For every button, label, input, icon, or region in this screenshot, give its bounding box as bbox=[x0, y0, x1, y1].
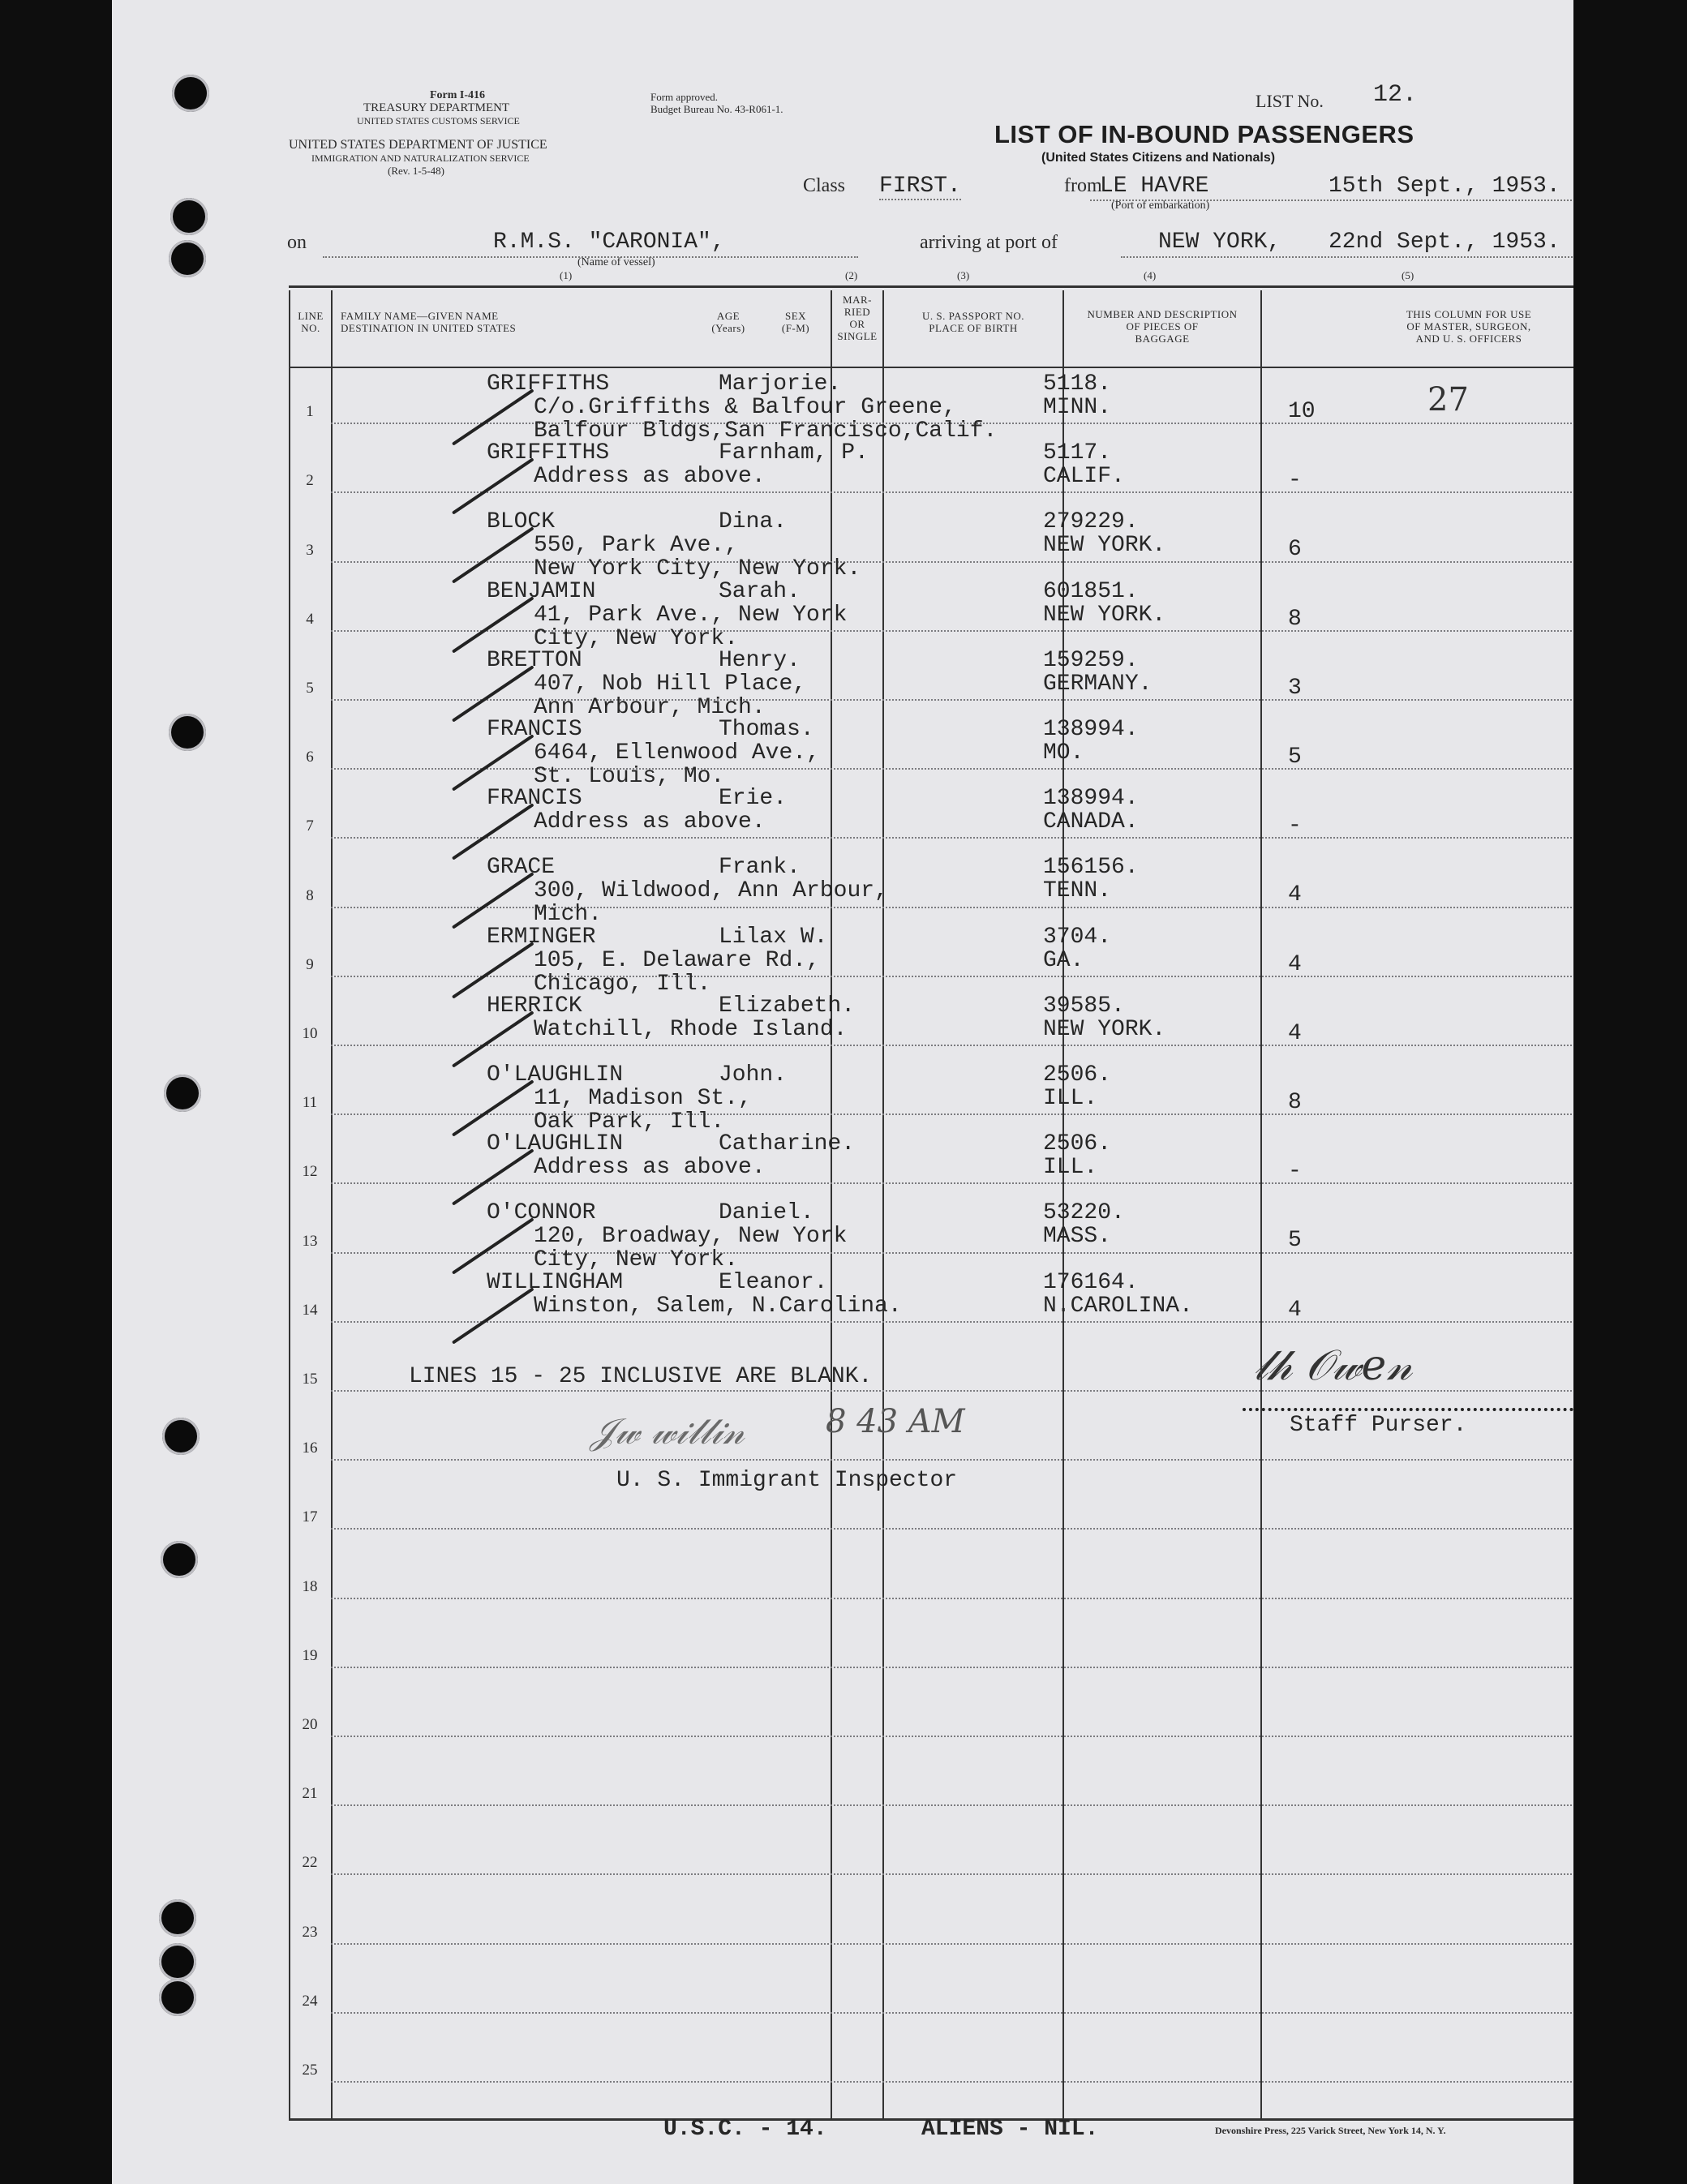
birthplace: NEW YORK. bbox=[1043, 602, 1166, 628]
destination-address: 6464, Ellenwood Ave., bbox=[534, 740, 820, 766]
arrival-dotted-line bbox=[1121, 256, 1573, 258]
row-divider bbox=[331, 1598, 1573, 1599]
purser-signature-line bbox=[1243, 1408, 1573, 1411]
blank-lines-note: LINES 15 - 25 INCLUSIVE ARE BLANK. bbox=[409, 1364, 873, 1389]
line-number: 14 bbox=[302, 1301, 318, 1319]
check-tick-mark bbox=[452, 873, 534, 929]
purser-signature: 𝓁𝒽 𝒪𝓌𝑒𝓃 bbox=[1254, 1341, 1413, 1390]
column-border bbox=[289, 290, 290, 2119]
birthplace: GA. bbox=[1043, 947, 1084, 973]
birthplace: TENN. bbox=[1043, 878, 1112, 904]
row-divider bbox=[331, 1736, 1573, 1737]
header-passport: U. S. PASSPORT NO. PLACE OF BIRTH bbox=[922, 310, 1024, 334]
form-approved: Form approved. bbox=[650, 91, 719, 103]
punch-hole bbox=[161, 1541, 198, 1578]
line-number: 12 bbox=[302, 1163, 318, 1181]
row-divider bbox=[331, 630, 1573, 632]
given-name: Marjorie. bbox=[719, 371, 842, 397]
embarkation-port: LE HAVRE bbox=[1100, 174, 1209, 199]
footer-aliens: ALIENS - NIL. bbox=[921, 2117, 1099, 2142]
table-top-border bbox=[289, 285, 1573, 288]
column-border bbox=[882, 290, 884, 2119]
given-name: Farnham, P. bbox=[719, 440, 869, 466]
birthplace: CANADA. bbox=[1043, 809, 1139, 835]
family-name: BRETTON bbox=[487, 647, 582, 673]
passport-number: 2506. bbox=[1043, 1062, 1112, 1088]
family-name: FRANCIS bbox=[487, 717, 582, 742]
row-divider bbox=[331, 1459, 1573, 1461]
header-married: MAR- RIED OR SINGLE bbox=[837, 294, 878, 342]
form-number: Form I-416 bbox=[430, 89, 486, 101]
destination-address: Address as above. bbox=[534, 464, 766, 490]
line-number: 9 bbox=[306, 955, 314, 973]
line-number: 3 bbox=[306, 541, 314, 559]
column-number-5: (5) bbox=[1402, 269, 1414, 281]
header-age: AGE (Years) bbox=[711, 310, 745, 334]
destination-address: 41, Park Ave., New York bbox=[534, 602, 848, 628]
punch-hole bbox=[169, 240, 206, 277]
header-family-name: FAMILY NAME—GIVEN NAME DESTINATION IN UNITED STATES bbox=[341, 310, 517, 334]
destination-address: Address as above. bbox=[534, 1155, 766, 1181]
baggage-count: - bbox=[1288, 1159, 1302, 1185]
given-name: Dina. bbox=[719, 509, 788, 535]
destination-address: Watchill, Rhode Island. bbox=[534, 1016, 848, 1042]
table-header-border bbox=[289, 367, 1573, 368]
passport-number: 53220. bbox=[1043, 1200, 1125, 1226]
baggage-count: 4 bbox=[1288, 951, 1302, 977]
given-name: Frank. bbox=[719, 855, 801, 881]
treasury-department: TREASURY DEPARTMENT bbox=[363, 101, 510, 114]
baggage-count: - bbox=[1288, 468, 1302, 494]
destination-address: 407, Nob Hill Place, bbox=[534, 671, 807, 697]
baggage-count: 5 bbox=[1288, 1228, 1302, 1254]
row-divider bbox=[331, 1252, 1573, 1254]
line-number: 17 bbox=[302, 1508, 318, 1526]
birthplace: GERMANY. bbox=[1043, 671, 1153, 697]
line-number: 21 bbox=[302, 1785, 318, 1803]
row-divider bbox=[331, 1804, 1573, 1806]
row-divider bbox=[331, 1113, 1573, 1115]
passport-number: 138994. bbox=[1043, 717, 1139, 742]
line-number: 15 bbox=[302, 1371, 318, 1388]
budget-bureau: Budget Bureau No. 43-R061-1. bbox=[650, 103, 783, 115]
line-number: 5 bbox=[306, 680, 314, 697]
row-divider bbox=[331, 907, 1573, 908]
line-number: 2 bbox=[306, 472, 314, 490]
form-revision: (Rev. 1-5-48) bbox=[388, 165, 444, 177]
line-number: 8 bbox=[306, 886, 314, 904]
punch-hole bbox=[170, 198, 208, 235]
destination-address: Chicago, Ill. bbox=[534, 971, 711, 997]
passport-number: 2506. bbox=[1043, 1131, 1112, 1157]
row-divider bbox=[331, 768, 1573, 770]
destination-address: City, New York. bbox=[534, 1247, 739, 1273]
manifest-sheet bbox=[112, 0, 1573, 2184]
line-number: 19 bbox=[302, 1646, 318, 1664]
line-number: 20 bbox=[302, 1716, 318, 1733]
row-divider bbox=[331, 2012, 1573, 2014]
destination-address: Address as above. bbox=[534, 809, 766, 835]
passport-number: 176164. bbox=[1043, 1269, 1139, 1295]
ins-service: IMMIGRATION AND NATURALIZATION SERVICE bbox=[311, 152, 530, 164]
column-number-3: (3) bbox=[957, 269, 970, 281]
given-name: Henry. bbox=[719, 647, 801, 673]
on-label: on bbox=[287, 232, 307, 253]
destination-address: St. Louis, Mo. bbox=[534, 764, 725, 789]
check-tick-mark bbox=[452, 527, 534, 584]
baggage-count: 10 bbox=[1288, 399, 1316, 424]
birthplace: MASS. bbox=[1043, 1224, 1112, 1250]
punch-hole bbox=[172, 75, 209, 112]
line-number: 1 bbox=[306, 403, 314, 421]
row-divider bbox=[331, 699, 1573, 701]
line-number: 24 bbox=[302, 1992, 318, 2010]
check-tick-mark bbox=[452, 942, 534, 998]
departure-date: 15th Sept., 1953. bbox=[1329, 174, 1560, 199]
birthplace: MINN. bbox=[1043, 395, 1112, 420]
baggage-count: 5 bbox=[1288, 744, 1302, 770]
check-tick-mark bbox=[452, 1287, 534, 1344]
vessel-name: R.M.S. "CARONIA", bbox=[493, 230, 725, 255]
check-tick-mark bbox=[452, 1010, 534, 1067]
destination-address: Winston, Salem, N.Carolina. bbox=[534, 1293, 902, 1319]
line-number: 7 bbox=[306, 817, 314, 835]
check-tick-mark bbox=[452, 596, 534, 653]
justice-department: UNITED STATES DEPARTMENT OF JUSTICE bbox=[289, 138, 547, 152]
destination-address: 300, Wildwood, Ann Arbour, bbox=[534, 878, 888, 904]
birthplace: ILL. bbox=[1043, 1086, 1098, 1111]
given-name: Erie. bbox=[719, 786, 788, 812]
arriving-label: arriving at port of bbox=[920, 232, 1058, 253]
destination-address: 120, Broadway, New York bbox=[534, 1224, 848, 1250]
vessel-caption: (Name of vessel) bbox=[577, 256, 655, 268]
class-label: Class bbox=[803, 175, 846, 196]
baggage-count: 4 bbox=[1288, 1020, 1302, 1046]
punch-hole bbox=[159, 1899, 196, 1937]
purser-title: Staff Purser. bbox=[1290, 1413, 1467, 1438]
punch-hole bbox=[162, 1418, 200, 1455]
column-border bbox=[331, 290, 333, 2119]
row-divider bbox=[331, 491, 1573, 493]
family-name: BENJAMIN bbox=[487, 578, 596, 604]
family-name: GRACE bbox=[487, 855, 556, 881]
check-tick-mark bbox=[452, 1218, 534, 1275]
destination-address: Ann Arbour, Mich. bbox=[534, 694, 766, 720]
header-baggage: NUMBER AND DESCRIPTION OF PIECES OF BAGGAGE bbox=[1087, 308, 1238, 345]
check-tick-mark bbox=[452, 388, 534, 445]
column-number-2: (2) bbox=[845, 269, 858, 281]
row-divider bbox=[331, 1045, 1573, 1046]
family-name: O'CONNOR bbox=[487, 1200, 596, 1226]
baggage-count: 8 bbox=[1288, 1090, 1302, 1115]
check-tick-mark bbox=[452, 1148, 534, 1205]
inspector-time: 8 43 AM bbox=[826, 1403, 965, 1440]
document-subtitle: (United States Citizens and Nationals) bbox=[1041, 151, 1276, 165]
family-name: BLOCK bbox=[487, 509, 556, 535]
customs-service: UNITED STATES CUSTOMS SERVICE bbox=[357, 115, 520, 127]
family-name: O'LAUGHLIN bbox=[487, 1062, 624, 1088]
arrival-port: NEW YORK, bbox=[1158, 230, 1281, 255]
baggage-count: 4 bbox=[1288, 882, 1302, 908]
from-dotted-line bbox=[1090, 200, 1573, 201]
destination-address: New York City, New York. bbox=[534, 556, 861, 582]
given-name: Elizabeth. bbox=[719, 993, 856, 1019]
line-number: 16 bbox=[302, 1440, 318, 1457]
check-tick-mark bbox=[452, 665, 534, 722]
footer-usc: U.S.C. - 14. bbox=[663, 2117, 827, 2142]
row-divider bbox=[331, 1182, 1573, 1184]
row-divider bbox=[331, 561, 1573, 563]
birthplace: ILL. bbox=[1043, 1155, 1098, 1181]
destination-address: City, New York. bbox=[534, 625, 739, 651]
arrival-date: 22nd Sept., 1953. bbox=[1329, 230, 1560, 255]
row-divider bbox=[331, 1943, 1573, 1945]
check-tick-mark bbox=[452, 734, 534, 791]
baggage-count: 3 bbox=[1288, 675, 1302, 701]
line-number: 25 bbox=[302, 2062, 318, 2079]
passport-number: 156156. bbox=[1043, 855, 1139, 881]
passport-number: 39585. bbox=[1043, 993, 1125, 1019]
destination-address: Oak Park, Ill. bbox=[534, 1109, 725, 1135]
line-number: 10 bbox=[302, 1025, 318, 1042]
column-border bbox=[1260, 290, 1262, 2119]
destination-address: 105, E. Delaware Rd., bbox=[534, 947, 820, 973]
family-name: FRANCIS bbox=[487, 786, 582, 812]
punch-hole bbox=[169, 714, 206, 751]
family-name: GRIFFITHS bbox=[487, 440, 610, 466]
column-number-1: (1) bbox=[560, 269, 573, 281]
row-divider bbox=[331, 1667, 1573, 1668]
given-name: John. bbox=[719, 1062, 788, 1088]
given-name: Eleanor. bbox=[719, 1269, 828, 1295]
header-officers: THIS COLUMN FOR USE OF MASTER, SURGEON, AND U. S. OFFICERS bbox=[1406, 308, 1532, 345]
line-number: 23 bbox=[302, 1923, 318, 1941]
destination-address: C/o.Griffiths & Balfour Greene, bbox=[534, 395, 956, 420]
given-name: Thomas. bbox=[719, 717, 814, 742]
line-number: 18 bbox=[302, 1577, 318, 1595]
inspector-title: U. S. Immigrant Inspector bbox=[616, 1468, 958, 1493]
officer-note: 27 bbox=[1427, 381, 1469, 418]
punch-hole bbox=[164, 1075, 201, 1112]
birthplace: CALIF. bbox=[1043, 464, 1125, 490]
punch-hole bbox=[159, 1943, 196, 1980]
row-divider bbox=[331, 2081, 1573, 2083]
baggage-count: 8 bbox=[1288, 606, 1302, 632]
passport-number: 159259. bbox=[1043, 647, 1139, 673]
from-label: from bbox=[1064, 175, 1102, 196]
line-number: 4 bbox=[306, 610, 314, 628]
class-value: FIRST. bbox=[879, 174, 961, 199]
line-number: 6 bbox=[306, 749, 314, 766]
check-tick-mark bbox=[452, 457, 534, 514]
row-divider bbox=[331, 1321, 1573, 1323]
passport-number: 601851. bbox=[1043, 578, 1139, 604]
passport-number: 3704. bbox=[1043, 924, 1112, 950]
row-divider bbox=[331, 837, 1573, 839]
inspector-signature: 𝒥𝓌 𝓌𝒾𝓁𝓁𝒾𝓃 bbox=[590, 1411, 745, 1452]
baggage-count: 4 bbox=[1288, 1297, 1302, 1323]
given-name: Daniel. bbox=[719, 1200, 814, 1226]
list-no-value: 12. bbox=[1373, 81, 1418, 109]
header-sex: SEX (F-M) bbox=[781, 310, 810, 334]
punch-hole bbox=[159, 1979, 196, 2016]
passport-number: 279229. bbox=[1043, 509, 1139, 535]
given-name: Lilax W. bbox=[719, 924, 828, 950]
line-number: 22 bbox=[302, 1854, 318, 1872]
family-name: O'LAUGHLIN bbox=[487, 1131, 624, 1157]
given-name: Sarah. bbox=[719, 578, 801, 604]
family-name: WILLINGHAM bbox=[487, 1269, 624, 1295]
passport-number: 5118. bbox=[1043, 371, 1112, 397]
list-no-label: LIST No. bbox=[1256, 91, 1324, 111]
column-number-4: (4) bbox=[1144, 269, 1157, 281]
line-number: 13 bbox=[302, 1232, 318, 1250]
destination-address: Balfour Bldgs,San Francisco,Calif. bbox=[534, 418, 998, 444]
given-name: Catharine. bbox=[719, 1131, 856, 1157]
footer-printer: Devonshire Press, 225 Varick Street, New York 14, N. Y. bbox=[1215, 2125, 1446, 2136]
birthplace: NEW YORK. bbox=[1043, 533, 1166, 559]
family-name: GRIFFITHS bbox=[487, 371, 610, 397]
baggage-count: 6 bbox=[1288, 537, 1302, 563]
embarkation-caption: (Port of embarkation) bbox=[1111, 200, 1210, 212]
birthplace: NEW YORK. bbox=[1043, 1016, 1166, 1042]
row-divider bbox=[331, 1873, 1573, 1875]
line-number: 11 bbox=[302, 1094, 318, 1112]
destination-address: 11, Madison St., bbox=[534, 1086, 752, 1111]
document-title: LIST OF IN-BOUND PASSENGERS bbox=[994, 120, 1414, 148]
family-name: HERRICK bbox=[487, 993, 582, 1019]
check-tick-mark bbox=[452, 803, 534, 860]
family-name: ERMINGER bbox=[487, 924, 596, 950]
birthplace: N.CAROLINA. bbox=[1043, 1293, 1193, 1319]
row-divider bbox=[331, 976, 1573, 977]
row-divider bbox=[331, 1528, 1573, 1530]
destination-address: 550, Park Ave., bbox=[534, 533, 739, 559]
baggage-count: - bbox=[1288, 813, 1302, 839]
destination-address: Mich. bbox=[534, 902, 603, 928]
header-line-no: LINE NO. bbox=[298, 310, 324, 334]
birthplace: MO. bbox=[1043, 740, 1084, 766]
passport-number: 138994. bbox=[1043, 786, 1139, 812]
check-tick-mark bbox=[452, 1079, 534, 1136]
passport-number: 5117. bbox=[1043, 440, 1112, 466]
